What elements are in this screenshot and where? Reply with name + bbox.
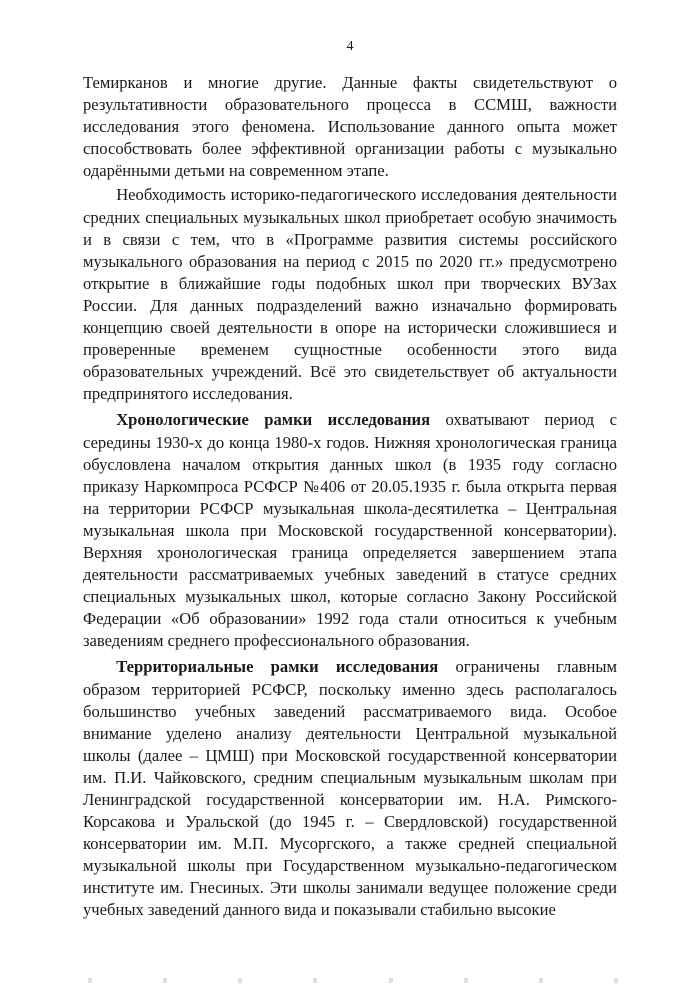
bleed-mark — [614, 978, 618, 983]
bleed-mark — [539, 978, 543, 983]
bleed-mark — [464, 978, 468, 983]
scan-bleed-marks — [88, 978, 618, 984]
page-number: 4 — [346, 39, 354, 54]
paragraph-lead-heading: Территориальные рамки исследования — [116, 657, 439, 677]
paragraph-text: охватывают период с середины 1930-х до конца 1980-х годов. Нижняя хронологическая граница обусловлена началом открытия данных школ (в 1935 году согласно приказу Наркомпроса РСФСР №406 от 20.05.1935 г. была открыта первая на территории РСФСР музыкальная школа-десятилетка – Центральная музыкальная школа при Московской государственной консерватории). Верхняя хронологическая граница определяется завершением этапа деятельности рассматриваемых учебных заведений в статусе средних специальных музыкальных школ, которые согласно Закону Российской Федерации «Об образовании» 1992 года стали относиться к учебным заведениям среднего профессионального образования. — [83, 410, 617, 651]
paragraph-text: Темирканов и многие другие. Данные факты свидетельствуют о результативности образовательного процесса в ССМШ, важности исследования этого феномена. Использование данного опыта может способствовать более эффективной организации работы с музыкально одарёнными детьми на современном этапе. — [83, 73, 617, 181]
paragraph-text: ограничены главным образом территорией РСФСР, поскольку именно здесь располагалось большинство учебных заведений рассматриваемого вида. Особое внимание уделено анализу деятельности Центральной музыкальной школы (далее – ЦМШ) при Московской государственной консерватории им. П.И. Чайковского, средним специальным музыкальным школам при Ленинградской государственной консерватории им. Н.А. Римского-Корсакова и Уральской (до 1945 г. – Свердловской) государственной консерватории им. М.П. Мусоргского, а также средней специальной музыкальной школы при Государственном музыкально-педагогическом институте им. Гнесиных. Эти школы занимали ведущее положение среди учебных заведений данного вида и показывали стабильно высокие — [83, 657, 617, 920]
bleed-mark — [163, 978, 167, 983]
paragraph-territorial-scope — [83, 656, 617, 921]
paragraph-chronological-scope — [83, 409, 617, 652]
paragraph-lead-heading: Хронологические рамки исследования — [116, 410, 431, 430]
bleed-mark — [238, 978, 242, 983]
bleed-mark — [88, 978, 92, 983]
paragraph-relevance — [83, 184, 617, 405]
bleed-mark — [313, 978, 317, 983]
document-body — [83, 72, 617, 922]
bleed-mark — [389, 978, 393, 983]
paragraph-continuation — [83, 72, 617, 182]
paragraph-text: Необходимость историко-педагогического исследования деятельности средних специальных музыкальных школ приобретает особую значимость и в связи с тем, что в «Программе развития системы российского музыкального образования на период с 2015 по 2020 гг.» предусмотрено открытие в ближайшие годы подобных школ при творческих ВУЗах России. Для данных подразделений важно изначально формировать концепцию своей деятельности в опоре на исторически сложившиеся и проверенные временем сущностные особенности этого вида образовательных учреждений. Всё это свидетельствует об актуальности предпринятого исследования. — [83, 185, 617, 404]
